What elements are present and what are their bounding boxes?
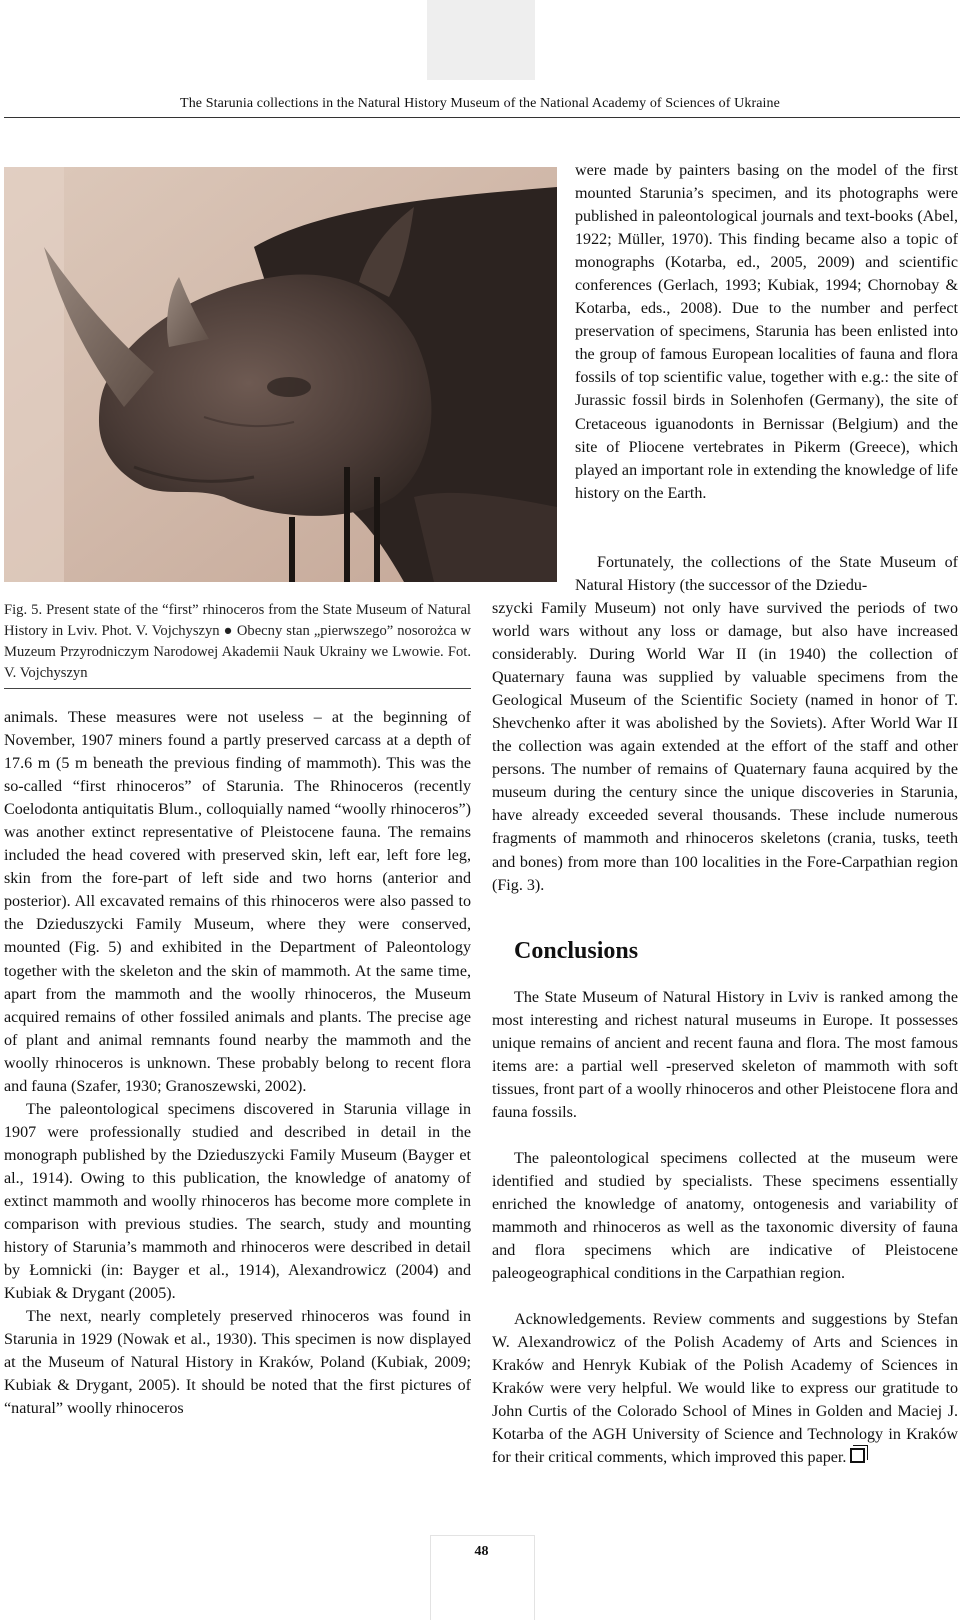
checkbox-icon (850, 1448, 865, 1463)
acknowledgements-block (492, 1308, 958, 1469)
section-heading: Conclusions (514, 938, 639, 964)
paragraph: animals. These measures were not useless – at the beginning of November, 1907 miners found a partly preserved carcass at a depth of 17.6 m (5 m beneath the previous finding of mammoth). This was the so-called “first rhinoceros” of Starunia. The Rhinoceros (recently Coelodonta antiquitatis Blum., colloquially named “woolly rhinoceros”) was another extinct representative of Pleistocene fauna. The remains included the head covered with preserved skin, left ear, left fore leg, skin from the fore-part of left side and two horns (anterior and posterior). All excavated remains of this rhinoceros were also passed to the Dzieduszycki Family Museum, where they were conserved, mounted (Fig. 5) and exhibited in the Department of Paleontology together with the skeleton and the skin of mammoth. At the same time, apart from the mammoth and the woolly rhinoceros, the Museum acquired remains of other fossiled animals and plants. The precise age of plant and animal remnants found nearby the mammoth and the woolly rhinoceros is unknown. These probably belong to recent flora and fauna (Szafer, 1930; Granoszewski, 2002). (4, 709, 471, 1095)
paragraph: The next, nearly completely preserved rhinoceros was found in Starunia in 1929 (Nowak et al., 1930). This specimen is now displayed at the Museum of Natural History in Kraków, Poland (Kubiak, 2009; Kubiak & Drygant, 2005). It should be noted that the first pictures of “natural” woolly rhinoceros (4, 1308, 471, 1418)
top-tab-decoration (427, 0, 535, 80)
paragraph: The paleontological specimens collected at the museum were identified and studied by specialists. These specimens essentially enriched the knowledge of anatomy, ontogenesis and variability of mammoth and rhinoceros as well as the taxonomic diversity of fauna and flora specimens which are indicative of Pleistocene paleogeographical conditions in the Carpathian region. (492, 1150, 958, 1283)
paragraph: Fortunately, the collections of the State Museum of Natural History (the successor of the Dziedu- (575, 554, 958, 595)
rhinoceros-illustration (4, 167, 557, 582)
caption-rule (4, 688, 471, 689)
paragraph: The State Museum of Natural History in Lviv is ranked among the most interesting and richest natural museums in Europe. It possesses unique remains of ancient and recent fauna and flora. The most famous items are: a partial well -preserved skeleton of mammoth with soft tissues, front part of a woolly rhinoceros and other Pleistocene flora and fauna fossils. (492, 989, 958, 1122)
page-number: 48 (474, 1544, 489, 1559)
figure-caption: Fig. 5. Present state of the “first” rhinoceros from the State Museum of Natural History in Lviv. Phot. V. Vojchyszyn ● Obecny stan „pierwszego” nosorożca w Muzeum Przyrodniczym Narodowej Akademii Nauk Ukrainy we Lwowie. Fot. V. Vojchyszyn (4, 602, 471, 681)
paragraph: The paleontological specimens discovered in Starunia village in 1907 were professionally studied and described in detail in the monograph published by the Dzieduszycki Family Museum (Bayger et al., 1914). Owing to this publication, the knowledge of anatomy of extinct mammoth and woolly rhinoceros has become more complete in comparison with previous studies. The search, study and mounting history of Starunia’s mammoth and rhinoceros were described in detail by Łomnicki (in: Bayger et al., 1914), Alexandrowicz (2004) and Kubiak & Drygant (2005). (4, 1100, 471, 1303)
figure-5-photo (4, 167, 557, 582)
paragraph: were made by painters basing on the model of the first mounted Starunia’s specimen, and its photographs were published in paleontological journals and text-books (Abel, 1922; Müller, 1970). This finding became also a topic of monographs (Kotarba, ed., 2005, 2009) and scientific conferences (Gerlach, 1993; Kubiak, 1994; Chornobay & Kotarba, eds., 2008). Due to the number and perfect preservation of specimens, Starunia has been enlisted into the group of famous European localities of fauna and flora fossils of top scientific value, together with e.g.: the site of Jurassic fossil birds in Solenhofen (Germany), the site of Cretaceous iguanodonts in Bernissar (Belgium) and the site of Pliocene vertebrates in Pikerm (Greece), which played an important role in extending the knowledge of life history on the Earth. (575, 162, 959, 502)
paragraph: Acknowledgements. Review comments and suggestions by Stefan W. Alexandrowicz of the Polish Academy of Arts and Sciences in Kraków and Henryk Kubiak of the Polish Academy of Sciences in Kraków were very helpful. We would like to express our gratitude to John Curtis of the Colorado School of Mines in Golden and Maciej J. Kotarba of the AGH University of Science and Technology in Kraków for their critical comments, which improved this paper. (492, 1311, 958, 1467)
left-column (4, 706, 471, 1420)
paragraph: szycki Family Museum) not only have survived the periods of two world wars without any loss or damage, but also have increased considerably. During World War II (in 1940) the collection of Quaternary fauna was supplied by valuable specimens from the Geological Museum of the Scientific Society (named in honor of T. Shevchenko after it was abolished by the Soviets). After World War II the collection was again extended at the effort of the staff and other persons. The number of remains of Quaternary fauna acquired by the museum during the century since the unique discoveries in Starunia, have already exceeded several thousands. These include numerous fragments of mammoth and rhinoceros skeletons (crania, tusks, teeth and bones) from more than 100 localities in the Fore-Carpathian region (Fig. 3). (492, 600, 958, 894)
running-head: The Starunia collections in the Natural History Museum of the National Academy of Sciences of Ukraine (180, 96, 780, 111)
header-rule (4, 117, 960, 118)
